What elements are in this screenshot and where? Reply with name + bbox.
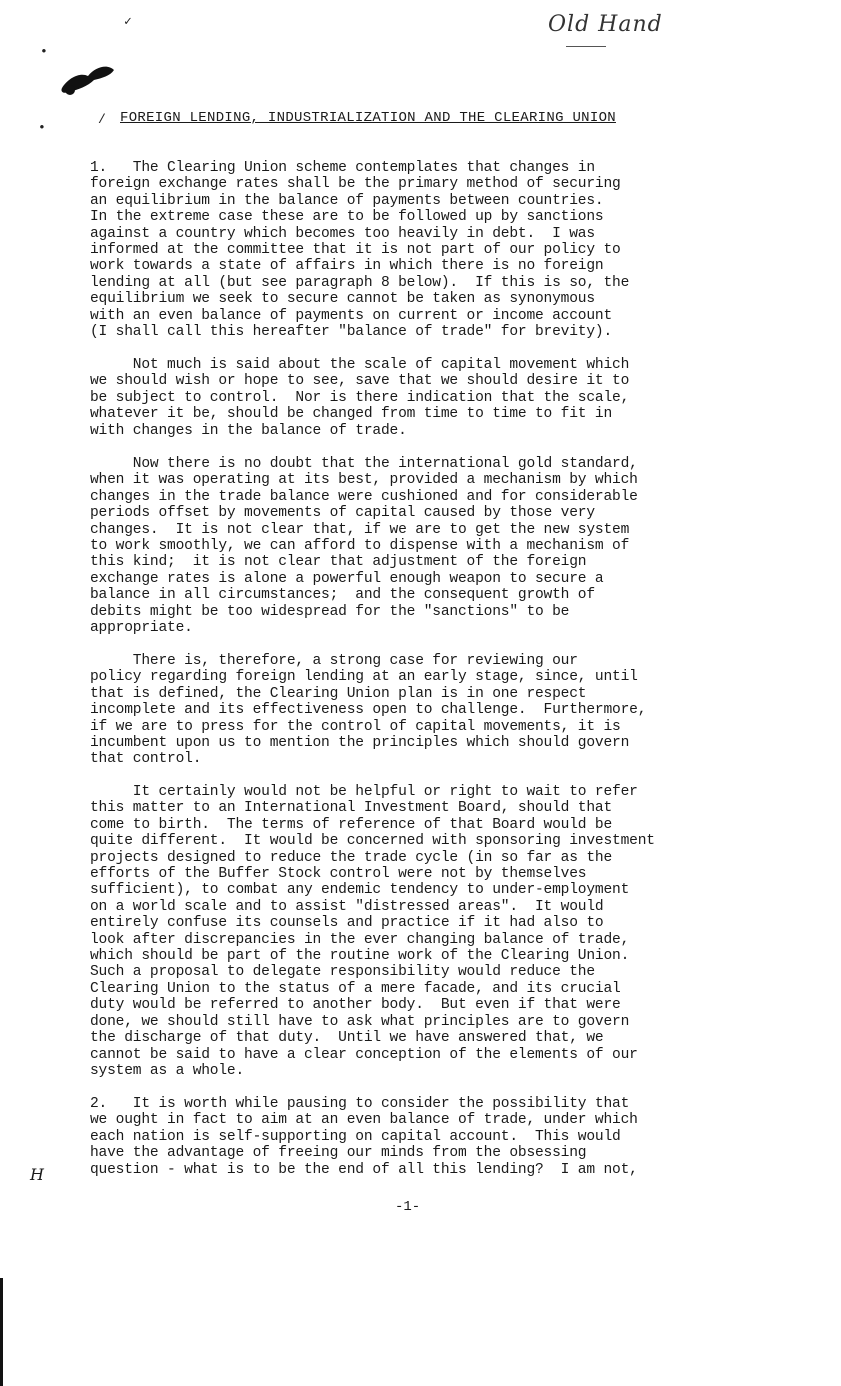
stray-dot: • <box>40 44 48 59</box>
handwritten-annotation: Old Hand <box>548 12 663 37</box>
margin-mark: H <box>30 1165 44 1184</box>
paragraph-2: Not much is said about the scale of capital movement which we should wish or hope to see, save that we should desire it to be subject to control. Nor is there indication that the scale, whatever it be, should be changed from time to time to fit in with changes in the balance of trade. <box>90 357 630 439</box>
paragraph-1: 1. The Clearing Union scheme contemplates that changes in foreign exchange rates shall be the primary method of securing an equilibrium in the balance of payments between countries. In the extreme case these are to be followed up by sanctions against a country which becomes too heavily in debt. I was informed at the committee that it is not part of our policy to work towards a state of affairs in which there is no foreign lending at all (but see paragraph 8 below). If this is so, the equilibrium we seek to secure cannot be taken as synonymous with an even balance of payments on current or income account (I shall call this hereafter "balance of trade" for brevity). <box>90 160 630 341</box>
document-title: FOREIGN LENDING, INDUSTRIALIZATION AND THE CLEARING UNION <box>120 110 616 126</box>
ink-blot-icon <box>58 60 118 100</box>
stray-mark: ✓ <box>124 14 132 29</box>
paragraph-4: There is, therefore, a strong case for reviewing our policy regarding foreign lending at an early stage, since, until that is defined, the Clearing Union plan is in one respect incomplete and its effectiveness open to challenge. Furthermore, if we are to press for the control of capital movements, it is incumbent upon us to mention the principles which should govern that control. <box>90 653 647 768</box>
scan-edge <box>0 1278 3 1386</box>
paragraph-3: Now there is no doubt that the international gold standard, when it was operating at its best, provided a mechanism by which changes in the trade balance were cushioned and for considerable periods offset by movements of capital caused by those very changes. It is not clear that, if we are to get the new system to work smoothly, we can afford to dispense with a mechanism of this kind; it is not clear that adjustment of the foreign exchange rates is alone a powerful enough weapon to secure a balance in all circumstances; and the consequent growth of debits might be too widespread for the "sanctions" to be appropriate. <box>90 456 638 637</box>
page-number: -1- <box>395 1199 421 1215</box>
paragraph-5: It certainly would not be helpful or right to wait to refer this matter to an International Investment Board, should that come to birth. The terms of reference of that Board would be quite different. It would be concerned with sponsoring investment projects designed to reduce the trade cycle (in so far as the efforts of the Buffer Stock control were not by themselves sufficient), to combat any endemic tendency to under-employment on a world scale and to assist "distressed areas". It would entirely confuse its counsels and practice if it had also to look after discrepancies in the ever changing balance of trade, which should be part of the routine work of the Clearing Union. Such a proposal to delegate responsibility would reduce the Clearing Union to the status of a mere facade, and its crucial duty would be referred to another body. But even if that were done, we should still have to ask what principles are to govern the discharge of that duty. Until we have answered that, we cannot be said to have a clear conception of the elements of our system as a whole. <box>90 784 655 1079</box>
stray-mark: / <box>98 112 106 127</box>
paragraph-6: 2. It is worth while pausing to consider the possibility that we ought in fact to aim at an even balance of trade, under which each nation is self-supporting on capital account. This would have the advantage of freeing our minds from the obsessing question - what is to be the end of all this lending? I am not, <box>90 1096 638 1178</box>
stray-dot: • <box>38 120 46 135</box>
annotation-underline <box>566 46 606 47</box>
